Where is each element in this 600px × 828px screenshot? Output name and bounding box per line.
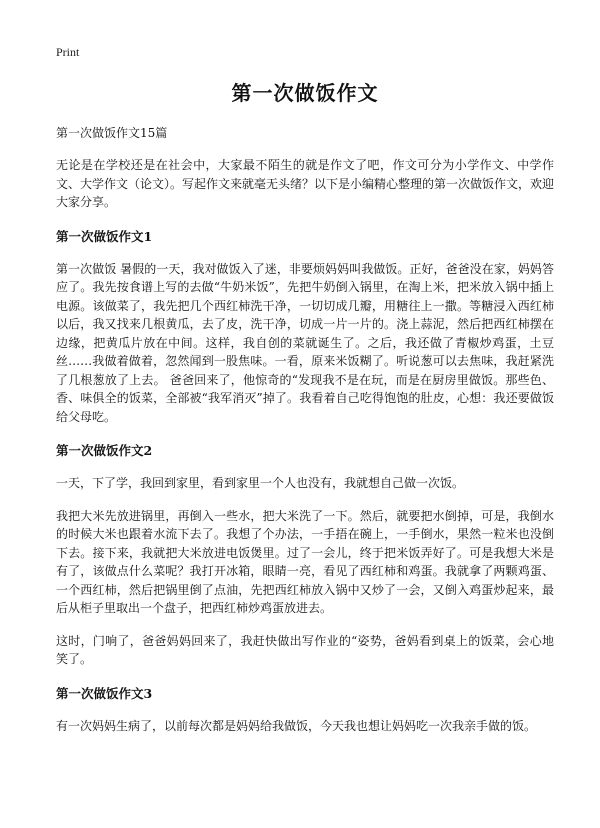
section-heading-1: 第一次做饭作文1 [56, 228, 153, 244]
section-2-paragraph-1: 一天，下了学，我回到家里，看到家里一个人也没有，我就想自己做一次饭。 [56, 476, 465, 490]
section-heading-2: 第一次做饭作文2 [56, 443, 153, 458]
section-1-paragraph-1: 第一次做饭 暑假的一天，我对做饭入了迷，非要烦妈妈叫我做饭。正好，爸爸没在家，妈妈答应了。我先按食谱上写的去做“牛奶米饭”，先把牛奶倒入锅里，在淘上米，把米放入锅中插上电源。该做菜了，我先把几个西红柿洗干净，一切切成几瓣，用糖往上一撒。等糖浸入西红柿以后，我又找来几根黄瓜，去了皮，洗干净，切成一片一片的。浇上蒜泥，然后把西红柿摆在边缘，把黄瓜片放在中间。这样，我自创的菜就诞生了。之后，我还做了青椒炒鸡蛋，土豆丝……我做着做着，忽然闻到一股焦味。一看，原来米饭糊了。听说葱可以去焦味，我赶紧洗了几根葱放了上去。 爸爸回来了，他惊奇的“发现我不是在玩，而是在厨房里做饭。那些色、香、味俱全的饭菜，全部被“我军消灭”掉了。我看着自己吃得饱饱的肚皮，心想：我还要做饭给父母吃。 [56, 261, 554, 424]
section-heading-3: 第一次做饭作文3 [56, 685, 153, 701]
intro-paragraph: 无论是在学校还是在社会中，大家最不陌生的就是作文了吧，作文可分为小学作文、中学作文、大学作文（论文）。写起作文来就毫无头绪？以下是小编精心整理的第一次做饭作文，欢迎大家分享。 [56, 158, 555, 209]
document-subtitle: 第一次做饭作文15篇 [56, 126, 168, 140]
print-link[interactable]: Print [56, 45, 80, 59]
section-2-paragraph-3: 这时，门响了，爸爸妈妈回来了，我赶快做出写作业的“姿势，爸妈看到桌上的饭菜，会心地笑了。 [56, 633, 554, 666]
page-title: 第一次做饭作文 [231, 81, 379, 105]
section-2-paragraph-2: 我把大米先放进锅里，再倒入一些水，把大米洗了一下。然后，就要把水倒掉，可是，我倒水的时候大米也跟着水流下去了。我想了个办法，一手捂在碗上，一手倒水，果然一粒米也没倒下去。接下来，我就把大米放进电饭煲里。过了一会儿，终于把米饭弄好了。可是我想大米是有了，该做点什么菜呢？我打开冰箱，眼睛一亮，看见了西红柿和鸡蛋。我就拿了两颗鸡蛋、一个西红柿，然后把锅里倒了点油，先把西红柿放入锅中又炒了一会，又倒入鸡蛋炒起来，最后从柜子里取出一个盘子，把西红柿炒鸡蛋放进去。 [56, 508, 554, 615]
section-3-paragraph-1: 有一次妈妈生病了，以前每次都是妈妈给我做饭，今天我也想让妈妈吃一次我亲手做的饭。 [56, 718, 537, 733]
